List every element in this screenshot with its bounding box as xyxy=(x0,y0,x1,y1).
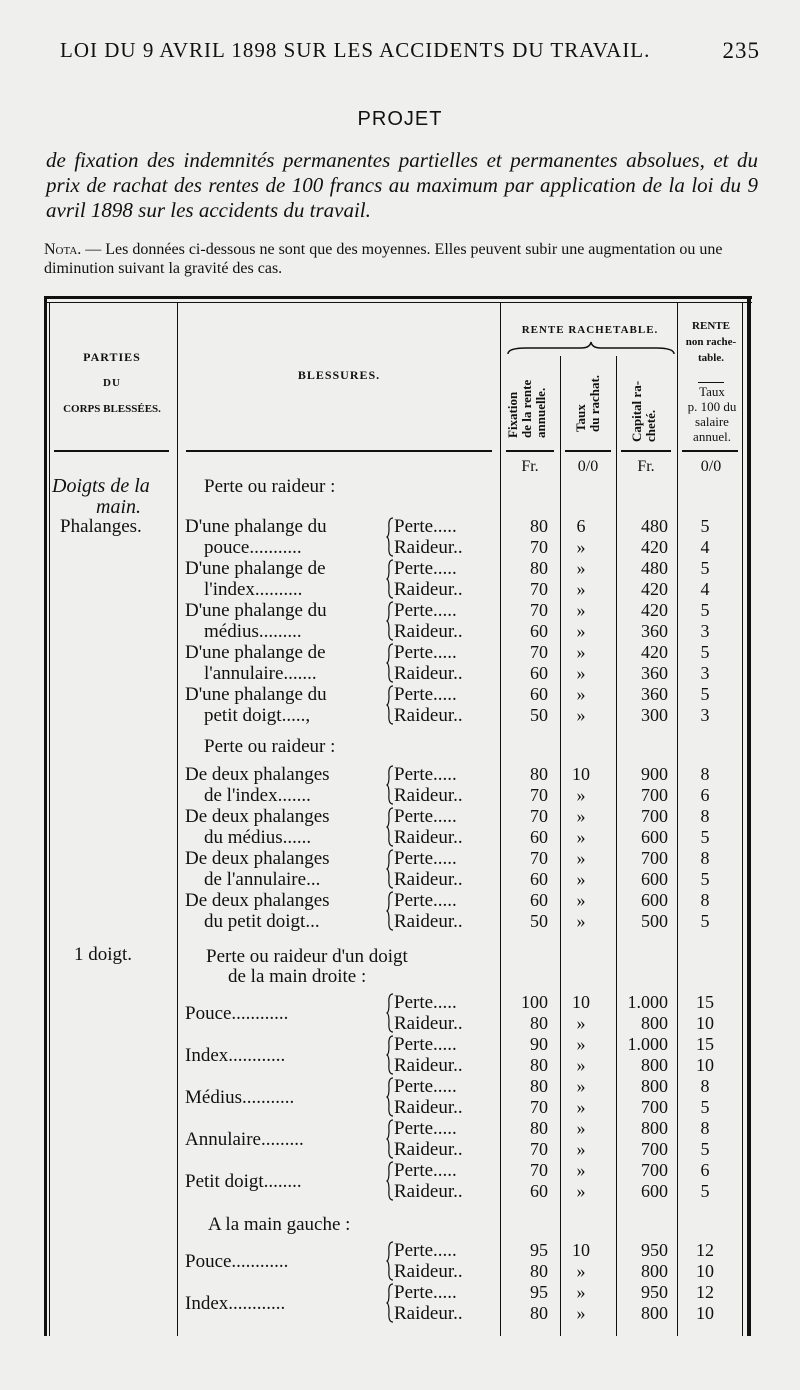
fixation-value: 70 xyxy=(530,537,548,557)
injury-label: De deux phalanges xyxy=(185,806,330,827)
taux-salaire-line-1: Taux xyxy=(699,384,725,399)
fixation-value: 70 xyxy=(530,848,548,868)
fixation-value: 70 xyxy=(530,806,548,826)
raideur-label: Raideur.. xyxy=(394,869,463,890)
fixation-value: 60 xyxy=(530,663,548,683)
capital-line-1: Capital ra- xyxy=(629,380,644,442)
fixation-line-2: de la rente xyxy=(519,379,534,438)
header-rule-a xyxy=(54,450,169,452)
taux-rachat-value: » xyxy=(576,1282,586,1302)
fixation-value: 80 xyxy=(530,1261,548,1281)
capital-value: 300 xyxy=(641,705,668,725)
capital-value: 420 xyxy=(641,642,668,662)
taux-rachat-line-2: du rachat. xyxy=(587,374,602,432)
taux-rachat-value: » xyxy=(576,1055,586,1075)
fixation-value: 80 xyxy=(530,1076,548,1096)
brace-icon xyxy=(386,806,394,848)
raideur-label: Raideur.. xyxy=(394,621,463,642)
capital-value: 420 xyxy=(641,579,668,599)
part-doigts: Doigts de la xyxy=(52,475,150,497)
taux-rachat-value: » xyxy=(576,663,586,683)
col-header-parties-1: PARTIES xyxy=(83,350,141,364)
capital-value: 700 xyxy=(641,1097,668,1117)
col-rule-5 xyxy=(677,302,678,1336)
fixation-value: 80 xyxy=(530,558,548,578)
taux-rachat-value: » xyxy=(576,1013,586,1033)
taux-salaire-value: 5 xyxy=(700,827,710,847)
running-header xyxy=(60,38,760,63)
capital-value: 1.000 xyxy=(627,992,668,1012)
taux-salaire-line-3: salaire xyxy=(695,414,729,429)
taux-salaire-value: 5 xyxy=(700,516,710,536)
fixation-value: 70 xyxy=(530,642,548,662)
injury-label: D'une phalange de xyxy=(185,558,326,579)
capital-value: 800 xyxy=(641,1261,668,1281)
brace-icon xyxy=(386,848,394,890)
capital-value: 700 xyxy=(641,848,668,868)
taux-rachat-value: » xyxy=(576,869,586,889)
section-title-3: Perte ou raideur d'un doigt xyxy=(206,946,408,967)
brace-icon xyxy=(506,340,676,358)
injury-label-cont: pouce........... xyxy=(204,537,302,558)
taux-rachat-value: » xyxy=(576,621,586,641)
taux-rachat-line-1: Taux xyxy=(573,404,588,432)
taux-salaire-value: 3 xyxy=(700,621,710,641)
taux-salaire-value: 4 xyxy=(700,537,710,557)
col-header-rente-rachetable: RENTE RACHETABLE. xyxy=(521,324,659,336)
taux-salaire-value: 8 xyxy=(700,806,710,826)
table-top-rule xyxy=(44,296,752,299)
taux-rachat-value: » xyxy=(576,1076,586,1096)
fixation-value: 70 xyxy=(530,579,548,599)
perte-label: Perte..... xyxy=(394,600,457,621)
perte-label: Perte..... xyxy=(394,1160,457,1181)
header-rule-e xyxy=(621,450,671,452)
unit-pct-2: 0/0 xyxy=(700,458,722,475)
section-title-1: Perte ou raideur : xyxy=(204,476,336,497)
fixation-value: 60 xyxy=(530,684,548,704)
taux-rachat-value: 6 xyxy=(576,516,586,536)
perte-label: Perte..... xyxy=(394,1240,457,1261)
col-header-parties-3: CORPS BLESSÉES. xyxy=(63,403,161,415)
capital-value: 420 xyxy=(641,537,668,557)
capital-value: 700 xyxy=(641,785,668,805)
taux-salaire-value: 6 xyxy=(700,1160,710,1180)
fixation-line-3: annuelle. xyxy=(533,387,548,438)
unit-fr-2: Fr. xyxy=(637,458,655,475)
fixation-value: 80 xyxy=(530,1013,548,1033)
taux-rachat-value: » xyxy=(576,1097,586,1117)
raideur-label: Raideur.. xyxy=(394,1097,463,1118)
fixation-value: 70 xyxy=(530,1139,548,1159)
perte-label: Perte..... xyxy=(394,558,457,579)
capital-value: 800 xyxy=(641,1013,668,1033)
perte-label: Perte..... xyxy=(394,806,457,827)
header-rule-b xyxy=(186,450,492,452)
taux-rachat-value: » xyxy=(576,705,586,725)
brace-icon xyxy=(386,992,394,1034)
injury-label: Médius........... xyxy=(185,1087,295,1108)
perte-label: Perte..... xyxy=(394,642,457,663)
capital-value: 800 xyxy=(641,1076,668,1096)
taux-salaire-value: 10 xyxy=(696,1055,714,1075)
taux-rachat-value: 10 xyxy=(572,992,590,1012)
taux-salaire-value: 5 xyxy=(700,1139,710,1159)
perte-label: Perte..... xyxy=(394,1282,457,1303)
table-right-rule xyxy=(747,296,751,1336)
nota-text: — Les données ci-dessous ne sont que des moyennes. Elles peuvent subir une augmentation ou une diminution suivant la gravité des cas. xyxy=(44,241,723,277)
taux-rachat-value: » xyxy=(576,642,586,662)
raideur-label: Raideur.. xyxy=(394,1013,463,1034)
injury-label-cont: l'annulaire....... xyxy=(204,663,317,684)
taux-salaire-value: 5 xyxy=(700,869,710,889)
taux-rachat-value: » xyxy=(576,785,586,805)
taux-salaire-value: 6 xyxy=(700,785,710,805)
taux-rachat-value: » xyxy=(576,1303,586,1323)
capital-value: 480 xyxy=(641,516,668,536)
col-rule-4 xyxy=(616,356,617,1336)
capital-value: 480 xyxy=(641,558,668,578)
fixation-value: 80 xyxy=(530,764,548,784)
taux-salaire-value: 8 xyxy=(700,1076,710,1096)
rente-non-line-2: non rache- xyxy=(685,336,737,348)
taux-rachat-value: » xyxy=(576,890,586,910)
rente-non-line-1: RENTE xyxy=(692,320,730,332)
raideur-label: Raideur.. xyxy=(394,579,463,600)
table-left-rule-thin xyxy=(49,302,50,1336)
perte-label: Perte..... xyxy=(394,764,457,785)
taux-rachat-value: » xyxy=(576,911,586,931)
taux-rachat-value: » xyxy=(576,1118,586,1138)
rente-non-line-3: table. xyxy=(698,352,724,364)
raideur-label: Raideur.. xyxy=(394,785,463,806)
fixation-value: 95 xyxy=(530,1240,548,1260)
col-rule-1 xyxy=(177,302,178,1336)
taux-salaire-value: 10 xyxy=(696,1303,714,1323)
taux-salaire-value: 5 xyxy=(700,911,710,931)
capital-value: 600 xyxy=(641,890,668,910)
capital-value: 420 xyxy=(641,600,668,620)
injury-label: D'une phalange de xyxy=(185,642,326,663)
injury-label: De deux phalanges xyxy=(185,890,330,911)
capital-value: 600 xyxy=(641,869,668,889)
brace-icon xyxy=(386,558,394,600)
brace-icon xyxy=(386,1076,394,1118)
injury-label-cont: du médius...... xyxy=(204,827,312,848)
header-rule-c xyxy=(506,450,554,452)
raideur-label: Raideur.. xyxy=(394,705,463,726)
taux-rachat-value: » xyxy=(576,558,586,578)
perte-label: Perte..... xyxy=(394,1076,457,1097)
capital-value: 800 xyxy=(641,1118,668,1138)
injury-label: Annulaire......... xyxy=(185,1129,304,1150)
col-header-parties-2: DU xyxy=(103,377,121,389)
injury-label: Petit doigt........ xyxy=(185,1171,302,1192)
taux-salaire-value: 8 xyxy=(700,848,710,868)
brace-icon xyxy=(386,642,394,684)
taux-salaire-value: 5 xyxy=(700,642,710,662)
doc-subtitle: de fixation des indemnités permanentes partielles et permanentes absolues, et du prix de rachat des rentes de 100 francs au maximum par application de la loi du 9 avril 1898 sur les accidents du travail. xyxy=(46,148,758,222)
fixation-value: 50 xyxy=(530,911,548,931)
perte-label: Perte..... xyxy=(394,684,457,705)
injury-label-cont: du petit doigt... xyxy=(204,911,320,932)
injury-label: D'une phalange du xyxy=(185,684,327,705)
taux-salaire-value: 10 xyxy=(696,1013,714,1033)
injury-label-cont: médius......... xyxy=(204,621,302,642)
brace-icon xyxy=(386,1160,394,1202)
taux-salaire-value: 8 xyxy=(700,890,710,910)
injury-label: Index............ xyxy=(185,1045,286,1066)
taux-rachat-value: » xyxy=(576,1261,586,1281)
taux-salaire-value: 5 xyxy=(700,1097,710,1117)
injury-label-cont: de l'index....... xyxy=(204,785,311,806)
rente-non-underline xyxy=(698,382,724,383)
brace-icon xyxy=(386,600,394,642)
taux-salaire-value: 8 xyxy=(700,1118,710,1138)
taux-salaire-value: 5 xyxy=(700,558,710,578)
injury-label: De deux phalanges xyxy=(185,764,330,785)
fixation-value: 70 xyxy=(530,785,548,805)
brace-icon xyxy=(386,764,394,806)
brace-icon xyxy=(386,890,394,932)
taux-salaire-value: 5 xyxy=(700,1181,710,1201)
fixation-value: 70 xyxy=(530,1160,548,1180)
capital-value: 950 xyxy=(641,1282,668,1302)
fixation-value: 80 xyxy=(530,1303,548,1323)
taux-salaire-value: 5 xyxy=(700,684,710,704)
fixation-value: 50 xyxy=(530,705,548,725)
capital-value: 800 xyxy=(641,1303,668,1323)
perte-label: Perte..... xyxy=(394,848,457,869)
brace-icon xyxy=(386,1034,394,1076)
col-header-fixation xyxy=(506,380,548,438)
header-rule-d xyxy=(565,450,611,452)
taux-salaire-value: 8 xyxy=(700,764,710,784)
raideur-label: Raideur.. xyxy=(394,1261,463,1282)
raideur-label: Raideur.. xyxy=(394,827,463,848)
taux-salaire-value: 15 xyxy=(696,992,714,1012)
part-main: main. xyxy=(96,496,141,518)
unit-fr-1: Fr. xyxy=(521,458,539,475)
col-rule-2 xyxy=(500,302,501,1336)
nota-label: Nota. xyxy=(44,241,82,258)
col-header-capital xyxy=(630,381,658,442)
taux-salaire-value: 12 xyxy=(696,1240,714,1260)
capital-value: 360 xyxy=(641,621,668,641)
capital-value: 600 xyxy=(641,1181,668,1201)
taux-salaire-value: 10 xyxy=(696,1261,714,1281)
raideur-label: Raideur.. xyxy=(394,1181,463,1202)
injury-label-cont: de l'annulaire... xyxy=(204,869,321,890)
col-header-taux-salaire xyxy=(680,384,744,444)
taux-salaire-value: 12 xyxy=(696,1282,714,1302)
capital-value: 700 xyxy=(641,806,668,826)
taux-salaire-line-2: p. 100 du xyxy=(687,399,737,414)
taux-salaire-value: 3 xyxy=(700,705,710,725)
doc-title: PROJET xyxy=(357,108,443,130)
taux-salaire-line-4: annuel. xyxy=(693,429,731,444)
fixation-value: 60 xyxy=(530,621,548,641)
perte-label: Perte..... xyxy=(394,1118,457,1139)
brace-icon xyxy=(386,1282,394,1324)
brace-icon xyxy=(386,1118,394,1160)
indemnity-table xyxy=(44,296,752,1336)
brace-icon xyxy=(386,1240,394,1282)
taux-rachat-value: » xyxy=(576,537,586,557)
fixation-line-1: Fixation xyxy=(505,391,520,438)
taux-rachat-value: » xyxy=(576,806,586,826)
raideur-label: Raideur.. xyxy=(394,537,463,558)
fixation-value: 80 xyxy=(530,516,548,536)
table-right-rule-thin xyxy=(742,302,743,1336)
taux-rachat-value: » xyxy=(576,600,586,620)
col-header-rente-non xyxy=(680,318,742,366)
raideur-label: Raideur.. xyxy=(394,1303,463,1324)
raideur-label: Raideur.. xyxy=(394,1139,463,1160)
fixation-value: 80 xyxy=(530,1118,548,1138)
col-header-blessures: BLESSURES. xyxy=(297,368,381,382)
taux-rachat-value: » xyxy=(576,579,586,599)
taux-rachat-value: » xyxy=(576,848,586,868)
injury-label: De deux phalanges xyxy=(185,848,330,869)
taux-rachat-value: » xyxy=(576,1139,586,1159)
nota-paragraph xyxy=(44,240,756,278)
perte-label: Perte..... xyxy=(394,992,457,1013)
section-title-3b: de la main droite : xyxy=(228,966,367,987)
fixation-value: 90 xyxy=(530,1034,548,1054)
injury-label: Pouce............ xyxy=(185,1003,289,1024)
raideur-label: Raideur.. xyxy=(394,1055,463,1076)
capital-value: 900 xyxy=(641,764,668,784)
capital-value: 700 xyxy=(641,1160,668,1180)
taux-salaire-value: 5 xyxy=(700,600,710,620)
taux-salaire-value: 15 xyxy=(696,1034,714,1054)
capital-line-2: cheté. xyxy=(643,409,658,442)
col-header-parties xyxy=(52,344,172,422)
taux-salaire-value: 4 xyxy=(700,579,710,599)
perte-label: Perte..... xyxy=(394,516,457,537)
raideur-label: Raideur.. xyxy=(394,663,463,684)
capital-value: 500 xyxy=(641,911,668,931)
injury-label: Index............ xyxy=(185,1293,286,1314)
taux-rachat-value: 10 xyxy=(572,1240,590,1260)
perte-label: Perte..... xyxy=(394,1034,457,1055)
fixation-value: 60 xyxy=(530,1181,548,1201)
fixation-value: 60 xyxy=(530,890,548,910)
capital-value: 360 xyxy=(641,663,668,683)
capital-value: 700 xyxy=(641,1139,668,1159)
part-phalanges: Phalanges. xyxy=(60,516,142,537)
fixation-value: 60 xyxy=(530,869,548,889)
fixation-value: 60 xyxy=(530,827,548,847)
taux-rachat-value: » xyxy=(576,827,586,847)
injury-label: Pouce............ xyxy=(185,1251,289,1272)
page-number: 235 xyxy=(722,38,760,63)
unit-pct-1: 0/0 xyxy=(577,458,599,475)
fixation-value: 80 xyxy=(530,1055,548,1075)
section-title-4: A la main gauche : xyxy=(208,1214,351,1235)
table-left-rule xyxy=(44,296,47,1336)
capital-value: 950 xyxy=(641,1240,668,1260)
injury-label-cont: l'index.......... xyxy=(204,579,303,600)
taux-rachat-value: 10 xyxy=(572,764,590,784)
header-rule-f xyxy=(682,450,738,452)
injury-label-cont: petit doigt....., xyxy=(204,705,311,726)
fixation-value: 100 xyxy=(521,992,548,1012)
fixation-value: 95 xyxy=(530,1282,548,1302)
fixation-value: 70 xyxy=(530,600,548,620)
taux-salaire-value: 3 xyxy=(700,663,710,683)
col-header-taux-rachat xyxy=(574,375,602,432)
part-1-doigt: 1 doigt. xyxy=(74,944,133,965)
brace-icon xyxy=(386,684,394,726)
capital-value: 360 xyxy=(641,684,668,704)
injury-label: D'une phalange du xyxy=(185,600,327,621)
capital-value: 600 xyxy=(641,827,668,847)
taux-rachat-value: » xyxy=(576,1034,586,1054)
section-title-2: Perte ou raideur : xyxy=(204,736,336,757)
raideur-label: Raideur.. xyxy=(394,911,463,932)
fixation-value: 70 xyxy=(530,1097,548,1117)
taux-rachat-value: » xyxy=(576,1181,586,1201)
capital-value: 800 xyxy=(641,1055,668,1075)
header-title: LOI DU 9 AVRIL 1898 SUR LES ACCIDENTS DU TRAVAIL. xyxy=(60,38,651,62)
injury-label: D'une phalange du xyxy=(185,516,327,537)
brace-icon xyxy=(386,516,394,558)
table-top-rule-thin xyxy=(44,302,752,303)
taux-rachat-value: » xyxy=(576,684,586,704)
perte-label: Perte..... xyxy=(394,890,457,911)
taux-rachat-value: » xyxy=(576,1160,586,1180)
col-rule-3 xyxy=(560,356,561,1336)
capital-value: 1.000 xyxy=(627,1034,668,1054)
